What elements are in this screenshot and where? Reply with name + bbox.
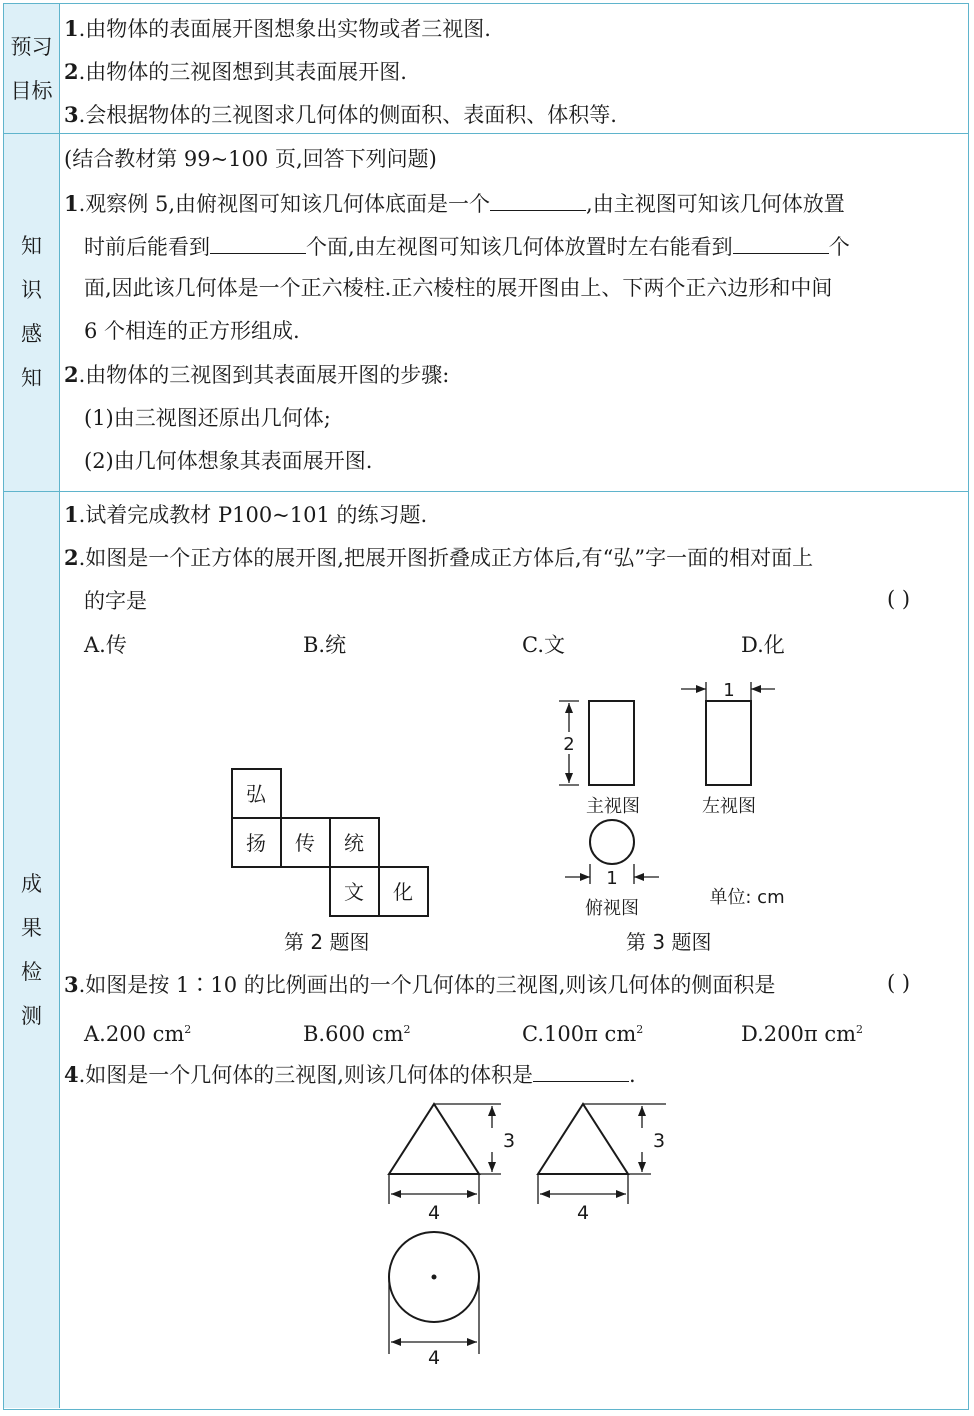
label-results (4, 491, 60, 1408)
knowledge-q1-line1: 1.观察例 5,由俯视图可知该几何体底面是一个 ,由主视图可知该几何体放置 (64, 188, 845, 218)
label-knowledge (4, 133, 60, 491)
figure-4-three-views (376, 1094, 676, 1379)
label-char: 知 (21, 234, 42, 258)
option-c[interactable]: C.文 (522, 633, 565, 657)
front-view-label: 主视图 (586, 796, 640, 817)
knowledge-q2-step1: (1)由三视图还原出几何体; (84, 406, 331, 430)
results-q2-line2: 的字是 (84, 589, 147, 613)
dimension-height: 2 (563, 734, 575, 755)
option-d[interactable]: D.化 (741, 633, 785, 657)
answer-parentheses[interactable]: ( ) (887, 971, 911, 995)
row-divider (4, 491, 968, 492)
unit-label: 单位: cm (709, 887, 785, 908)
side-width-label: 4 (576, 1202, 590, 1224)
knowledge-q2: 2.由物体的三视图到其表面展开图的步骤: (64, 362, 450, 387)
label-char: 目标 (10, 78, 53, 103)
option-b[interactable]: B.600 $cm^2$ (303, 1022, 411, 1046)
label-char: 识 (21, 278, 42, 302)
knowledge-intro: (结合教材第 99~100 页,回答下列问题) (64, 147, 437, 171)
option-c[interactable]: C.100π $cm^2$ (522, 1022, 644, 1046)
label-char: 果 (21, 915, 42, 940)
answer-parentheses[interactable]: ( ) (887, 587, 911, 611)
goal-item: 3.会根据物体的三视图求几何体的侧面积、表面积、体积等. (64, 102, 617, 127)
knowledge-q1-line4: 6 个相连的正方形组成. (84, 319, 300, 343)
label-char: 知 (21, 366, 42, 390)
side-height-label: 3 (652, 1130, 666, 1152)
label-char: 成 (21, 871, 42, 896)
figure-2-cube-net (229, 766, 434, 920)
results-q1: 1.试着完成教材 P100~101 的练习题. (64, 502, 428, 527)
net-char: 文 (344, 880, 364, 904)
option-d[interactable]: D.200π $cm^2$ (741, 1022, 863, 1046)
label-char: 测 (21, 1003, 42, 1028)
option-b[interactable]: B.统 (303, 633, 347, 657)
answer-blank[interactable] (210, 231, 306, 254)
knowledge-q2-step2: (2)由几何体想象其表面展开图. (84, 449, 373, 473)
answer-blank[interactable] (490, 188, 586, 211)
knowledge-q1-line3: 面,因此该几何体是一个正六棱柱.正六棱柱的展开图由上、下两个正六边形和中间 (84, 276, 833, 300)
net-char: 化 (393, 880, 413, 904)
top-view-apex (432, 1275, 437, 1280)
net-char: 弘 (246, 782, 266, 806)
side-view-rect (706, 701, 751, 785)
figure-3-three-views (549, 674, 819, 924)
net-char: 扬 (246, 831, 266, 855)
goal-item: 2.由物体的三视图想到其表面展开图. (64, 59, 407, 84)
results-q2-line1: 2.如图是一个正方体的展开图,把展开图折叠成正方体后,有“弘”字一面的相对面上 (64, 545, 814, 570)
label-preview-goals (4, 4, 60, 133)
figure-2-caption: 第 2 题图 (284, 930, 370, 954)
top-view-circle (590, 820, 634, 864)
side-view-triangle (538, 1104, 628, 1174)
results-q4: 4.如图是一个几何体的三视图,则该几何体的体积是 . (64, 1059, 636, 1089)
knowledge-q1-line2: 时前后能看到 个面,由左视图可知该几何体放置时左右能看到 个 (84, 231, 850, 261)
net-char: 传 (295, 831, 315, 855)
worksheet-table (3, 3, 969, 1410)
front-view-triangle (389, 1104, 479, 1174)
label-char: 预习 (10, 34, 53, 59)
label-char: 检 (21, 959, 42, 984)
goal-item: 1.由物体的表面展开图想象出实物或者三视图. (64, 16, 491, 41)
front-width-label: 4 (427, 1202, 441, 1224)
row-divider (4, 133, 968, 134)
figure-3-caption: 第 3 题图 (626, 930, 712, 954)
results-q3: 3.如图是按 1∶10 的比例画出的一个几何体的三视图,则该几何体的侧面积是 (64, 972, 776, 997)
dimension-width: 1 (723, 680, 735, 701)
option-a[interactable]: A.200 $cm^2$ (84, 1022, 192, 1046)
label-char: 感 (21, 322, 42, 346)
top-diameter-label: 4 (427, 1347, 441, 1369)
answer-blank[interactable] (733, 231, 829, 254)
front-height-label: 3 (502, 1130, 516, 1152)
option-a[interactable]: A.传 (84, 633, 127, 657)
dimension-diameter: 1 (606, 868, 618, 889)
side-view-label: 左视图 (702, 796, 756, 817)
front-view-rect (589, 701, 634, 785)
top-view-label: 俯视图 (585, 898, 639, 919)
answer-blank[interactable] (533, 1059, 629, 1082)
net-char: 统 (344, 831, 364, 855)
